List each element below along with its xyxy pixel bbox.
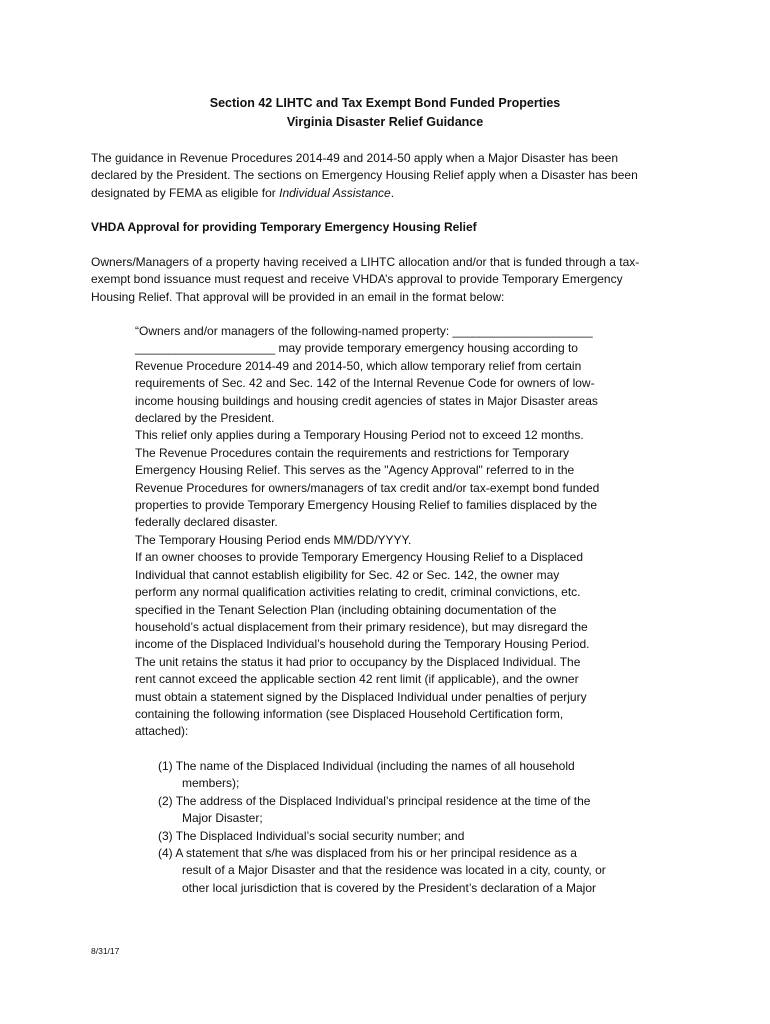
document-title: Section 42 LIHTC and Tax Exempt Bond Funded Properties xyxy=(209,96,561,110)
intro-suffix: . xyxy=(390,185,395,200)
quote-line: declared by the President. xyxy=(135,411,275,426)
quote-line: containing the following information (see Displaced Household Certification form, xyxy=(135,706,564,721)
list-item xyxy=(158,845,648,897)
list-item-line: (2) The address of the Displaced Individual’s principal residence at the time of the xyxy=(158,793,591,808)
intro-line-last xyxy=(91,185,681,202)
owners-paragraph xyxy=(91,254,681,306)
quote-line: “Owners and/or managers of the following-named property: _____________________ xyxy=(135,324,593,338)
intro-prefix: designated by FEMA as eligible for xyxy=(91,185,280,200)
quote-line: perform any normal qualification activities relating to credit, criminal convictions, etc. xyxy=(135,585,581,600)
footer-date: 8/31/17 xyxy=(91,946,120,956)
quote-line: requirements of Sec. 42 and Sec. 142 of the Internal Revenue Code for owners of low- xyxy=(135,376,595,391)
intro-line: The guidance in Revenue Procedures 2014-49 and 2014-50 apply when a Major Disaster has been xyxy=(91,151,619,165)
list-item-line: result of a Major Disaster and that the residence was located in a city, county, or xyxy=(182,863,606,878)
quote-line: household’s actual displacement from their primary residence), but may disregard the xyxy=(135,619,588,634)
quote-line: Emergency Housing Relief. This serves as the "Agency Approval" referred to in the xyxy=(135,463,575,478)
quote-line: attached): xyxy=(135,724,189,739)
intro-italic-term: Individual Assistance xyxy=(279,185,391,200)
quote-line: The Temporary Housing Period ends MM/DD/YYYY. xyxy=(135,532,412,547)
quote-line: must obtain a statement signed by the Displaced Individual under penalties of perjury xyxy=(135,689,587,704)
quote-line: federally declared disaster. xyxy=(135,515,278,530)
quote-line: Revenue Procedure 2014-49 and 2014-50, which allow temporary relief from certain xyxy=(135,358,582,373)
quote-line: Revenue Procedures for owners/managers of tax credit and/or tax-exempt bond funded xyxy=(135,480,600,495)
quote-line: The Revenue Procedures contain the requirements and restrictions for Temporary xyxy=(135,445,569,460)
list-item-line: members); xyxy=(182,776,240,791)
quote-line: If an owner chooses to provide Temporary Emergency Housing Relief to a Displaced xyxy=(135,550,584,565)
list-item xyxy=(158,793,648,828)
owners-line: exempt bond issuance must request and receive VHDA’s approval to provide Temporary Emergency xyxy=(91,272,623,287)
document-subtitle: Virginia Disaster Relief Guidance xyxy=(286,115,484,129)
list-item-line: (1) The name of the Displaced Individual (including the names of all household xyxy=(158,759,575,773)
section-heading: VHDA Approval for providing Temporary Emergency Housing Relief xyxy=(91,220,477,234)
quote-line: Individual that cannot establish eligibility for Sec. 42 or Sec. 142, the owner may xyxy=(135,567,560,582)
list-item-line: other local jurisdiction that is covered by the President’s declaration of a Major xyxy=(182,880,596,895)
list-item xyxy=(158,758,648,793)
quote-line: properties to provide Temporary Emergency Housing Relief to families displaced by the xyxy=(135,498,598,513)
owners-line: Owners/Managers of a property having received a LIHTC allocation and/or that is funded through a tax- xyxy=(91,255,640,269)
quote-line: income of the Displaced Individual’s household during the Temporary Housing Period. xyxy=(135,637,590,652)
required-information-list xyxy=(158,758,648,897)
quote-line: _____________________ may provide temporary emergency housing according to xyxy=(135,341,578,356)
list-item xyxy=(158,828,648,845)
quote-line: specified in the Tenant Selection Plan (including obtaining documentation of the xyxy=(135,602,557,617)
list-item-line: Major Disaster; xyxy=(182,811,263,826)
quote-line: income housing buildings and housing credit agencies of states in Major Disaster areas xyxy=(135,393,598,408)
intro-line: declared by the President. The sections on Emergency Housing Relief apply when a Disaster has been xyxy=(91,168,638,183)
intro-paragraph xyxy=(91,150,681,202)
list-item-line: (4) A statement that s/he was displaced from his or her principal residence as a xyxy=(158,846,577,861)
owners-line: Housing Relief. That approval will be provided in an email in the format below: xyxy=(91,289,505,304)
quote-line: The unit retains the status it had prior to occupancy by the Displaced Individual. The xyxy=(135,654,581,669)
approval-email-template xyxy=(135,323,635,741)
quote-line: This relief only applies during a Temporary Housing Period not to exceed 12 months. xyxy=(135,428,584,443)
list-item-line: (3) The Displaced Individual’s social security number; and xyxy=(158,828,465,843)
quote-line: rent cannot exceed the applicable section 42 rent limit (if applicable), and the owner xyxy=(135,672,579,687)
